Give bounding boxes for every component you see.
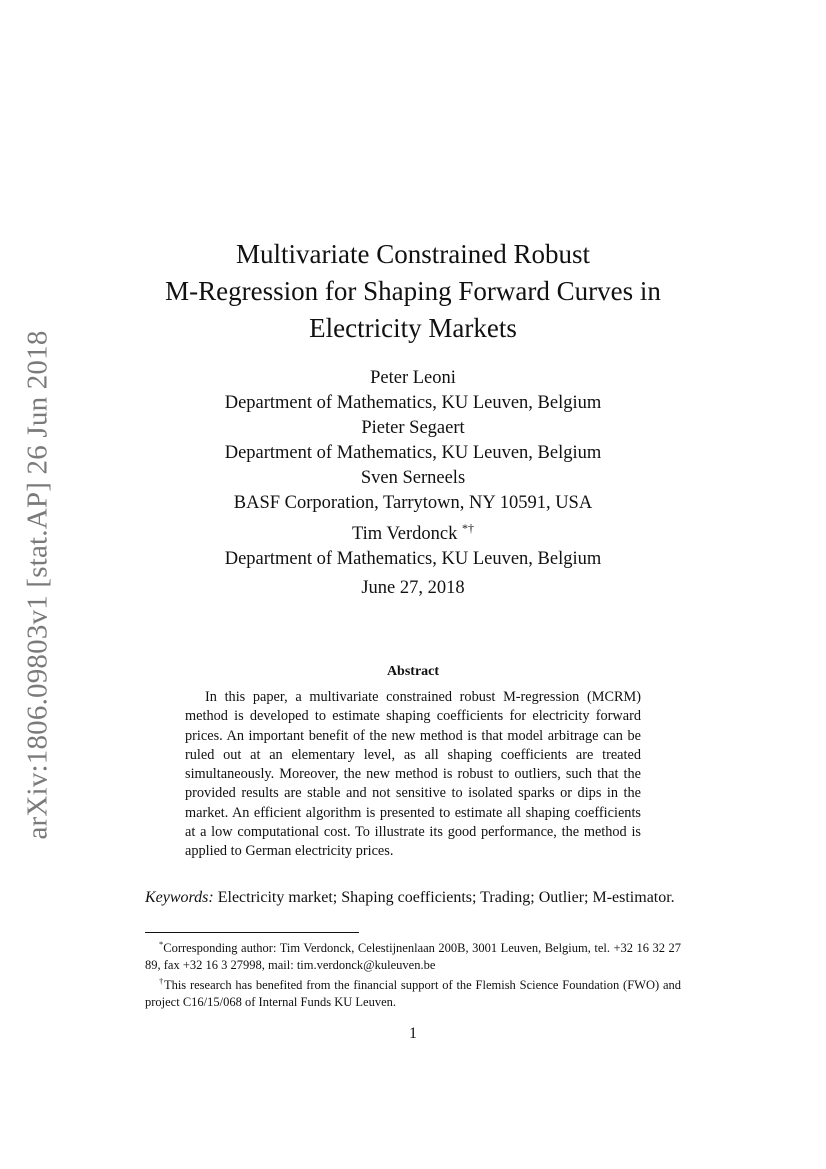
keywords-label: Keywords: bbox=[145, 889, 214, 906]
author-affiliation: Department of Mathematics, KU Leuven, Belgium bbox=[224, 443, 602, 463]
author-name: Sven Serneels bbox=[360, 468, 466, 488]
title-line: Electricity Markets bbox=[309, 313, 517, 343]
author-affiliation: Department of Mathematics, KU Leuven, Belgium bbox=[224, 393, 602, 413]
title-line: Multivariate Constrained Robust bbox=[236, 239, 590, 269]
publication-date: June 27, 2018 bbox=[361, 578, 465, 598]
footnote-marker: * bbox=[159, 939, 164, 949]
author-name: Peter Leoni bbox=[370, 368, 456, 388]
footnote: †This research has benefited from the financial support of the Flemish Science Foundation (FWO) and project C16/15/068 of Internal Funds KU Leuven. bbox=[145, 976, 681, 1009]
footnote-marker: † bbox=[159, 976, 164, 987]
author-block bbox=[0, 366, 826, 572]
author-name: Pieter Segaert bbox=[361, 418, 465, 438]
arxiv-margin-identifier: arXiv:1806.09803v1 [stat.AP] 26 Jun 2018 bbox=[21, 330, 54, 840]
author-affiliation: Department of Mathematics, KU Leuven, Belgium bbox=[224, 549, 602, 570]
footnote: *Corresponding author: Tim Verdonck, Celestijnenlaan 200B, 3001 Leuven, Belgium, tel. +32 16 32 27 89, fax +32 16 3 27998, mail: tim.verdonck@kuleuven.be bbox=[145, 939, 681, 972]
footnotes bbox=[145, 936, 681, 1010]
keywords bbox=[145, 887, 681, 908]
abstract-heading: Abstract bbox=[386, 664, 440, 679]
title-line: M-Regression for Shaping Forward Curves in bbox=[165, 276, 661, 306]
keywords-text: Electricity market; Shaping coefficients; Trading; Outlier; M-estimator. bbox=[213, 889, 675, 906]
author-name: Tim Verdonck *† bbox=[352, 521, 474, 545]
author-affiliation: BASF Corporation, Tarrytown, NY 10591, USA bbox=[233, 493, 593, 513]
footnote-marker: *† bbox=[462, 521, 474, 535]
paper-title bbox=[0, 236, 826, 347]
footnote-rule bbox=[145, 932, 359, 933]
page-number: 1 bbox=[409, 1025, 417, 1042]
abstract-text: In this paper, a multivariate constrained robust M-regression (MCRM) method is developed to estimate shaping coefficients for electricity forward prices. An important benefit of the new method is that model arbitrage can be ruled out at an elementary level, as all shaping coefficients are treated simultaneously. Moreover, the new method is robust to outliers, such that the provided results are stable and not sensitive to isolated sparks or dips in the market. An efficient algorithm is presented to estimate all shaping coefficients at a low computational cost. To illustrate its good performance, the method is applied to German electricity prices. bbox=[185, 689, 641, 860]
